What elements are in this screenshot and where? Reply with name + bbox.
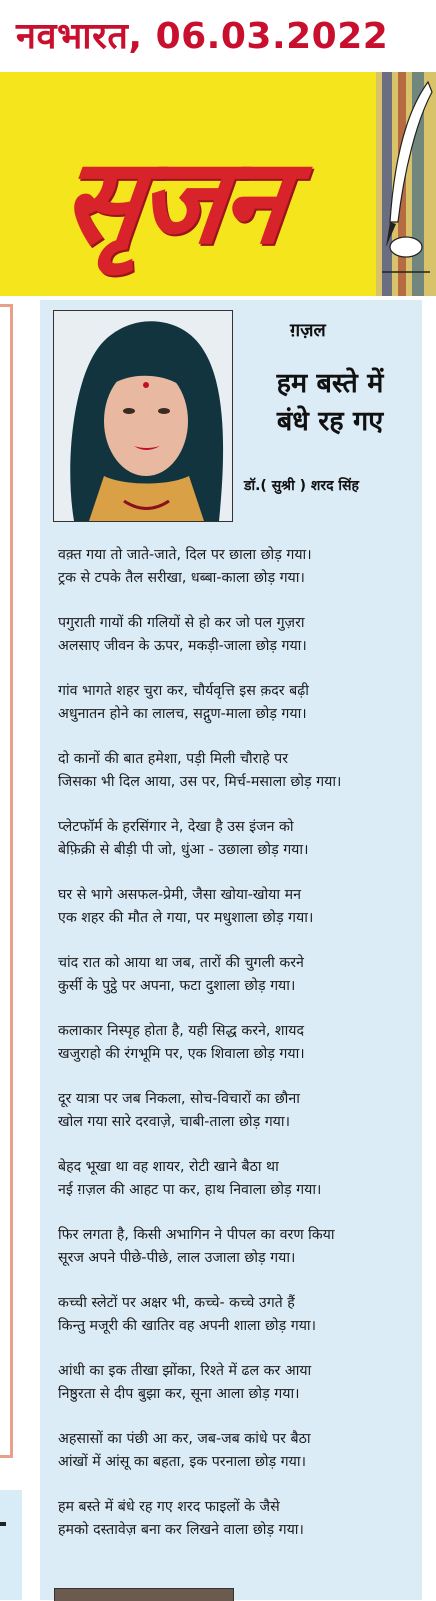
genre-label: ग़ज़ल bbox=[290, 320, 326, 341]
poem-line: गांव भागते शहर चुरा कर, चौर्यवृत्ति इस क़दर बढ़ी bbox=[58, 683, 309, 699]
poem-line: जिसका भी दिल आया, उस पर, मिर्च-मसाला छोड़ गया। bbox=[58, 774, 342, 790]
poem-stanza bbox=[58, 612, 418, 658]
poem-stanza bbox=[58, 1428, 418, 1474]
poem-stanza bbox=[58, 1292, 418, 1338]
poem-line: अहसासों का पंछी आ कर, जब-जब कांधे पर बैठा bbox=[58, 1431, 311, 1447]
newspaper-date-title: नवभारत, 06.03.2022 bbox=[16, 16, 389, 57]
poem-line: हमको दस्तावेज़ बना कर लिखने वाला छोड़ गया। bbox=[58, 1522, 304, 1538]
left-column-frame bbox=[0, 304, 13, 1458]
srijan-banner bbox=[0, 72, 436, 296]
poem-stanza bbox=[58, 748, 418, 794]
poem-line: नई ग़ज़ल की आहट पा कर, हाथ निवाला छोड़ गया। bbox=[58, 1182, 322, 1198]
poem-line: घर से भागे असफल-प्रेमी, जैसा खोया-खोया मन bbox=[58, 887, 301, 903]
poem-stanza bbox=[58, 816, 418, 862]
poem-line: आंखों में आंसू का बहता, इक परनाला छोड़ गया। bbox=[58, 1454, 306, 1470]
poem-stanza bbox=[58, 1360, 418, 1406]
poem-line: एक शहर की मौत ले गया, पर मधुशाला छोड़ गया। bbox=[58, 910, 314, 926]
poem-line: दूर यात्रा पर जब निकला, सोच-विचारों का छौना bbox=[58, 1091, 300, 1107]
poem-line: खोल गया सारे दरवाज़े, चाबी-ताला छोड़ गया। bbox=[58, 1114, 290, 1130]
title-line-1: हम बस्ते में bbox=[276, 368, 384, 399]
poem-stanza bbox=[58, 1156, 418, 1202]
masthead bbox=[0, 0, 436, 68]
article-title bbox=[240, 365, 420, 441]
poem-line: बेफ़िक्री से बीड़ी पी जो, धुंआ - उछाला छोड़ गया। bbox=[58, 842, 309, 858]
poem-body bbox=[58, 544, 418, 1564]
poem-line: पगुराती गायों की गलियों से हो कर जो पल गुज़रा bbox=[58, 615, 305, 631]
poem-line: कच्ची स्लेटों पर अक्षर भी, कच्चे- कच्चे उगते हैं bbox=[58, 1295, 295, 1311]
poem-line: वक़्त गया तो जाते-जाते, दिल पर छाला छोड़ गया। bbox=[58, 547, 312, 563]
poem-line: आंधी का इक तीखा झोंका, रिश्ते में ढल कर आया bbox=[58, 1363, 312, 1379]
poem-line: बेहद भूखा था वह शायर, रोटी खाने बैठा था bbox=[58, 1159, 279, 1175]
author-byline: डॉ.( सुश्री ) शरद सिंह bbox=[244, 478, 359, 494]
next-article-photo bbox=[54, 1588, 234, 1601]
banner-word: सृजन bbox=[54, 131, 291, 270]
poem-stanza bbox=[58, 1020, 418, 1066]
poem-stanza bbox=[58, 680, 418, 726]
title-line-2: बंधे रह गए bbox=[276, 406, 384, 437]
poem-stanza bbox=[58, 1496, 418, 1542]
poem-stanza bbox=[58, 544, 418, 590]
left-column-fragment bbox=[0, 1490, 22, 1600]
poem-line: अलसाए जीवन के ऊपर, मकड़ी-जाला छोड़ गया। bbox=[58, 638, 307, 654]
poem-line: प्लेटफॉर्म के हरसिंगार ने, देखा है उस इंजन को bbox=[58, 819, 294, 835]
poem-line: अधुनातन होने का लालच, सद्गुण-माला छोड़ गया। bbox=[58, 706, 307, 722]
poem-stanza bbox=[58, 1224, 418, 1270]
poem-line: फिर लगता है, किसी अभागिन ने पीपल का वरण किया bbox=[58, 1227, 335, 1243]
poem-line: दो कानों की बात हमेशा, पड़ी मिली चौराहे पर bbox=[58, 751, 289, 767]
poem-line: कुर्सी के पुट्ठे पर अपना, फटा दुशाला छोड़ गया। bbox=[58, 978, 296, 994]
poem-line: चांद रात को आया था जब, तारों की चुगली करने bbox=[58, 955, 304, 971]
left-column-mark bbox=[0, 1522, 6, 1526]
poem-line: ट्रक से टपके तैल सरीखा, धब्बा-काला छोड़ गया। bbox=[58, 570, 305, 586]
poem-line: खजुराहो की रंगभूमि पर, एक शिवाला छोड़ गया। bbox=[58, 1046, 305, 1062]
poem-line: हम बस्ते में बंधे रह गए शरद फाइलों के जैसे bbox=[58, 1499, 280, 1515]
author-photo bbox=[53, 310, 233, 522]
poem-stanza bbox=[58, 884, 418, 930]
poem-line: निष्ठुरता से दीप बुझा कर, सूना आला छोड़ गया। bbox=[58, 1386, 300, 1402]
poem-stanza bbox=[58, 1088, 418, 1134]
quill-writing-icon bbox=[376, 72, 436, 296]
poem-line: सूरज अपने पीछे-पीछे, लाल उजाला छोड़ गया। bbox=[58, 1250, 296, 1266]
poem-line: कलाकार निस्पृह होता है, यही सिद्ध करने, शायद bbox=[58, 1023, 305, 1039]
poem-stanza bbox=[58, 952, 418, 998]
poem-line: किन्तु मजूरी की खातिर वह अपनी शाला छोड़ गया। bbox=[58, 1318, 316, 1334]
